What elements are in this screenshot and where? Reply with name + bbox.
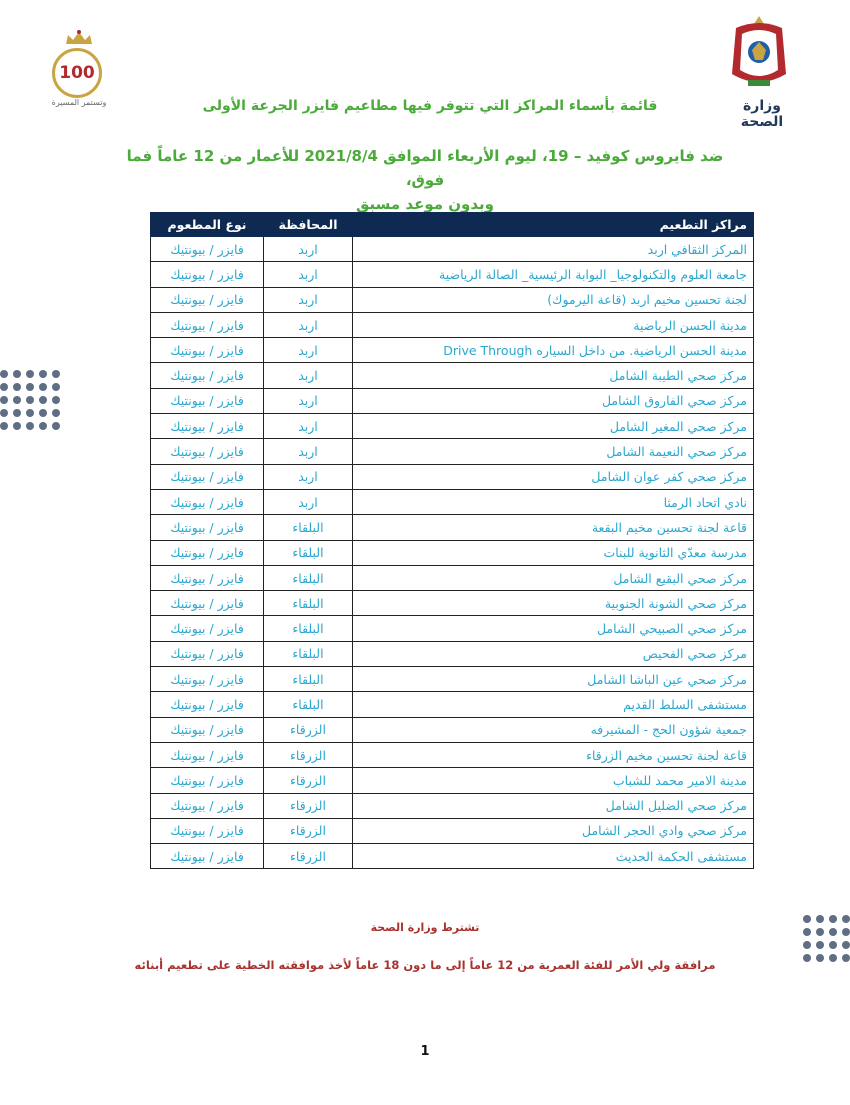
cell-governorate: البلقاء	[264, 616, 353, 641]
cell-governorate: الزرقاء	[264, 793, 353, 818]
cell-center: قاعة لجنة تحسين مخيم الزرقاء	[353, 742, 754, 767]
cell-vaccine: فايزر / بيونتيك	[151, 667, 264, 692]
cell-governorate: اربد	[264, 363, 353, 388]
cell-center: مركز صحي الفاروق الشامل	[353, 388, 754, 413]
subtitle-line-1: ضد فايروس كوفيد – 19، ليوم الأربعاء الموافق 2021/8/4 للأعمار من 12 عاماً فما فوق،	[126, 147, 724, 189]
cell-governorate: اربد	[264, 338, 353, 363]
table-row	[151, 692, 754, 717]
cell-center: نادي اتحاد الرمثا	[353, 489, 754, 514]
table-row	[151, 363, 754, 388]
table-body	[151, 237, 754, 869]
cell-vaccine: فايزر / بيونتيك	[151, 768, 264, 793]
cell-vaccine: فايزر / بيونتيك	[151, 717, 264, 742]
requirement-title: تشترط وزارة الصحة	[370, 921, 480, 934]
table-row	[151, 768, 754, 793]
table-row	[151, 818, 754, 843]
cell-governorate: اربد	[264, 464, 353, 489]
cell-vaccine: فايزر / بيونتيك	[151, 692, 264, 717]
decorative-dots-left	[0, 370, 65, 435]
cell-center: مركز صحي النعيمة الشامل	[353, 439, 754, 464]
cell-center: مدينة الامير محمد للشباب	[353, 768, 754, 793]
cell-vaccine: فايزر / بيونتيك	[151, 464, 264, 489]
document-title: قائمة بأسماء المراكز التي تتوفر فيها مطاعيم فايزر الجرعة الأولى	[202, 98, 658, 114]
crown-icon	[64, 30, 94, 46]
cell-center: مركز صحي الصبيحي الشامل	[353, 616, 754, 641]
cell-vaccine: فايزر / بيونتيك	[151, 616, 264, 641]
table-row	[151, 414, 754, 439]
cell-governorate: اربد	[264, 414, 353, 439]
centenary-badge	[52, 48, 102, 98]
header-governorate: المحافظة	[264, 213, 353, 237]
cell-center: مركز صحي كفر عوان الشامل	[353, 464, 754, 489]
table-row	[151, 464, 754, 489]
cell-governorate: الزرقاء	[264, 742, 353, 767]
cell-vaccine: فايزر / بيونتيك	[151, 515, 264, 540]
cell-governorate: اربد	[264, 237, 353, 262]
cell-governorate: البلقاء	[264, 667, 353, 692]
cell-center: قاعة لجنة تحسين مخيم البقعة	[353, 515, 754, 540]
cell-vaccine: فايزر / بيونتيك	[151, 844, 264, 869]
cell-center: المركز الثقافي اربد	[353, 237, 754, 262]
cell-governorate: الزرقاء	[264, 818, 353, 843]
cell-vaccine: فايزر / بيونتيك	[151, 287, 264, 312]
cell-governorate: البلقاء	[264, 591, 353, 616]
table-row	[151, 641, 754, 666]
cell-vaccine: فايزر / بيونتيك	[151, 237, 264, 262]
cell-governorate: الزرقاء	[264, 717, 353, 742]
cell-vaccine: فايزر / بيونتيك	[151, 540, 264, 565]
cell-center: مركز صحي المغير الشامل	[353, 414, 754, 439]
cell-center: مستشفى الحكمة الحديث	[353, 844, 754, 869]
ministry-logo	[722, 14, 802, 130]
decorative-dots-right	[803, 915, 850, 967]
cell-governorate: اربد	[264, 287, 353, 312]
cell-vaccine: فايزر / بيونتيك	[151, 793, 264, 818]
cell-center: لجنة تحسين مخيم اربد (قاعة اليرموك)	[353, 287, 754, 312]
cell-governorate: اربد	[264, 388, 353, 413]
header-vaccine: نوع المطعوم	[151, 213, 264, 237]
cell-center: جامعة العلوم والتكنولوجيا_ البوابة الرئيسية_ الصالة الرياضية	[353, 262, 754, 287]
cell-center: مركز صحي وادي الحجر الشامل	[353, 818, 754, 843]
table-row	[151, 489, 754, 514]
cell-center: مركز صحي الضليل الشامل	[353, 793, 754, 818]
cell-governorate: اربد	[264, 489, 353, 514]
cell-vaccine: فايزر / بيونتيك	[151, 388, 264, 413]
cell-governorate: البلقاء	[264, 565, 353, 590]
table-row	[151, 667, 754, 692]
cell-vaccine: فايزر / بيونتيك	[151, 489, 264, 514]
cell-governorate: البلقاء	[264, 540, 353, 565]
cell-governorate: البلقاء	[264, 515, 353, 540]
table-row	[151, 388, 754, 413]
cell-governorate: الزرقاء	[264, 844, 353, 869]
cell-vaccine: فايزر / بيونتيك	[151, 818, 264, 843]
cell-governorate: اربد	[264, 312, 353, 337]
table-row	[151, 338, 754, 363]
table-row	[151, 793, 754, 818]
cell-governorate: البلقاء	[264, 692, 353, 717]
cell-governorate: اربد	[264, 262, 353, 287]
table-row	[151, 312, 754, 337]
requirement-text: مرافقة ولي الأمر للفئة العمرية من 12 عاماً إلى ما دون 18 عاماً لأخذ موافقته الخطية على تطعيم أبنائه	[134, 958, 716, 972]
table-row	[151, 844, 754, 869]
table-row	[151, 717, 754, 742]
cell-center: مركز صحي الطيبة الشامل	[353, 363, 754, 388]
cell-center: مدينة الحسن الرياضية. من داخل السياره Drive Through	[353, 338, 754, 363]
document-subtitle	[110, 144, 740, 216]
table-row	[151, 237, 754, 262]
cell-vaccine: فايزر / بيونتيك	[151, 262, 264, 287]
table-header-row	[151, 213, 754, 237]
coat-of-arms-icon	[728, 14, 790, 94]
cell-center: مدرسة معدّي الثانوية للبنات	[353, 540, 754, 565]
cell-center: مدينة الحسن الرياضية	[353, 312, 754, 337]
cell-vaccine: فايزر / بيونتيك	[151, 312, 264, 337]
table-row	[151, 540, 754, 565]
centenary-tagline: وتستمر المسيرة	[51, 98, 107, 107]
cell-center: مستشفى السلط القديم	[353, 692, 754, 717]
ministry-name: وزارة الصحة	[740, 98, 784, 130]
page-number: 1	[420, 1044, 430, 1059]
cell-governorate: البلقاء	[264, 641, 353, 666]
table-row	[151, 515, 754, 540]
cell-center: مركز صحي البقيع الشامل	[353, 565, 754, 590]
centenary-logo	[48, 30, 112, 112]
cell-governorate: اربد	[264, 439, 353, 464]
centenary-number: 100	[59, 63, 95, 83]
cell-vaccine: فايزر / بيونتيك	[151, 591, 264, 616]
subtitle-line-2: وبدون موعد مسبق	[356, 195, 494, 213]
table-row	[151, 616, 754, 641]
cell-vaccine: فايزر / بيونتيك	[151, 565, 264, 590]
table-row	[151, 439, 754, 464]
table-row	[151, 565, 754, 590]
cell-center: مركز صحي الشونة الجنوبية	[353, 591, 754, 616]
table-row	[151, 591, 754, 616]
cell-vaccine: فايزر / بيونتيك	[151, 414, 264, 439]
cell-vaccine: فايزر / بيونتيك	[151, 338, 264, 363]
table-row	[151, 742, 754, 767]
cell-center: جمعية شؤون الحج - المشيرفه	[353, 717, 754, 742]
cell-vaccine: فايزر / بيونتيك	[151, 363, 264, 388]
table-row	[151, 262, 754, 287]
cell-vaccine: فايزر / بيونتيك	[151, 641, 264, 666]
cell-vaccine: فايزر / بيونتيك	[151, 742, 264, 767]
cell-center: مركز صحي عين الباشا الشامل	[353, 667, 754, 692]
cell-vaccine: فايزر / بيونتيك	[151, 439, 264, 464]
cell-governorate: الزرقاء	[264, 768, 353, 793]
vaccination-centers-table	[150, 212, 754, 869]
cell-center: مركز صحي الفحيص	[353, 641, 754, 666]
table-row	[151, 287, 754, 312]
header-center: مراكز التطعيم	[353, 213, 754, 237]
